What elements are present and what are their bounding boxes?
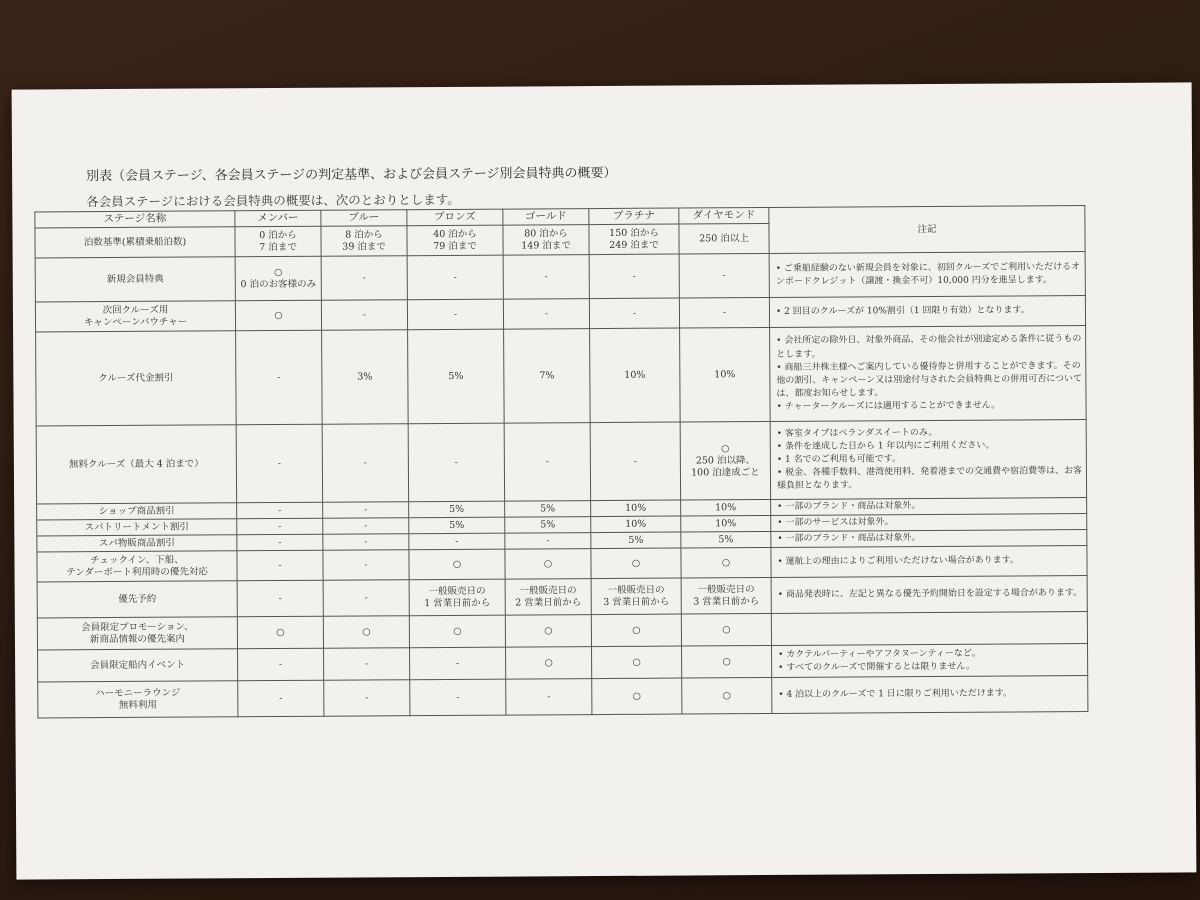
note-item: • 客室タイプはベランダスイートのみ。	[777, 426, 1083, 441]
stage-cell: -	[410, 679, 506, 716]
stage-cell: -	[503, 255, 589, 300]
stage-cell: 5%	[591, 532, 681, 549]
stage-cell: -	[324, 680, 410, 717]
row-label: チェックイン、下船、 テンダーボート利用時の優先対応	[37, 551, 237, 582]
note-item: • 4 泊以上のクルーズで 1 日に限りご利用いただけます。	[778, 687, 1084, 702]
note-item: • 会社所定の除外日、対象外商品、その他会社が別途定める条件に従うものとします。	[776, 334, 1082, 362]
stage-cell: ○	[681, 614, 771, 647]
row-label: 会員限定プロモーション、 新商品情報の優先案内	[37, 617, 237, 650]
note-item: • 運航上の理由によりご利用いただけない場合があります。	[777, 554, 1083, 569]
stage-cell: ○	[235, 300, 321, 331]
stage-cell: -	[679, 254, 769, 299]
stage-bronze: ブロンズ	[407, 209, 503, 226]
notes-cell	[772, 644, 1088, 678]
table-row	[35, 252, 1085, 302]
table-row	[36, 326, 1087, 426]
stage-cell: -	[589, 298, 679, 329]
stage-cell: ○ 0 泊のお客様のみ	[235, 256, 321, 301]
stage-cell: 10%	[680, 328, 771, 423]
criteria-platinum: 150 泊から 249 泊まで	[589, 224, 679, 255]
stage-cell: -	[237, 502, 323, 519]
stage-cell: ○	[323, 616, 409, 649]
stage-cell: ○	[682, 646, 772, 679]
stage-cell: ○	[591, 548, 681, 579]
stage-cell: ○	[681, 548, 771, 579]
note-item: • 2 回目のクルーズが 10%割引（1 回限り有効）となります。	[776, 304, 1082, 319]
notes-cell	[771, 546, 1087, 578]
stage-cell: 10%	[681, 500, 771, 517]
stage-cell: -	[238, 648, 324, 681]
stage-cell: -	[410, 647, 506, 680]
stage-cell: -	[237, 550, 323, 581]
benefits-table	[34, 205, 1088, 719]
stage-cell: ○	[505, 615, 591, 648]
stage-cell: -	[237, 534, 323, 551]
stage-cell: 一般販売日の 1 営業日前から	[409, 579, 505, 616]
stage-cell: -	[321, 256, 407, 301]
notes-cell	[771, 576, 1087, 614]
criteria-diamond: 250 泊以上	[679, 224, 769, 255]
stage-cell: 10%	[591, 516, 681, 533]
stage-cell: -	[236, 424, 322, 503]
note-item: • 1 名でのご利用も可能です。	[777, 452, 1083, 467]
stage-gold: ゴールド	[503, 209, 589, 226]
stage-cell: ○	[592, 678, 682, 715]
criteria-label: 泊数基準(累積乗船泊数)	[35, 227, 235, 258]
notes-cell	[771, 498, 1087, 516]
stage-cell: ○ 250 泊以降、 100 泊達成ごと	[680, 422, 770, 501]
stage-cell: ○	[409, 549, 505, 580]
stage-cell: 5%	[505, 501, 591, 518]
row-label: クルーズ代金割引	[36, 331, 237, 426]
stage-cell: -	[506, 679, 592, 716]
table-body	[35, 252, 1088, 719]
table-row	[36, 420, 1086, 504]
stage-platinum: プラチナ	[589, 208, 679, 225]
stage-member: メンバー	[235, 210, 321, 227]
stage-cell: -	[237, 580, 323, 617]
stage-cell: -	[505, 533, 591, 550]
note-item: • すべてのクルーズで開催するとは限りません。	[778, 660, 1084, 675]
stage-cell: 5%	[408, 329, 505, 424]
stage-cell: 5%	[505, 517, 591, 534]
row-label: 会員限定船内イベント	[38, 649, 238, 682]
note-item: • カクテルパーティーやアフタヌーンティーなど。	[778, 647, 1084, 662]
stage-cell: -	[323, 550, 409, 581]
stage-cell: -	[503, 299, 589, 330]
stage-cell: -	[589, 254, 679, 299]
table-row	[38, 676, 1088, 718]
row-label: 新規会員特典	[35, 257, 235, 302]
stage-cell: -	[407, 255, 503, 300]
criteria-gold: 80 泊から 149 泊まで	[503, 225, 589, 256]
row-label: スパトリートメント割引	[37, 519, 237, 536]
stage-cell: ○	[591, 614, 681, 647]
row-label: 次回クルーズ用 キャンペーンバウチャー	[35, 301, 235, 332]
stage-cell: -	[237, 518, 323, 535]
stage-cell: 一般販売日の 2 営業日前から	[505, 579, 591, 616]
row-label: 優先予約	[37, 581, 237, 618]
row-label: ハーモニーラウンジ 無料利用	[38, 681, 238, 718]
stage-cell: -	[323, 518, 409, 535]
stage-cell: ○	[682, 678, 772, 715]
stage-cell: -	[236, 330, 323, 425]
stage-cell: -	[323, 580, 409, 617]
stage-cell: 5%	[409, 501, 505, 518]
notes-cell	[771, 530, 1087, 548]
notes-cell	[769, 296, 1085, 328]
stage-cell: ○	[505, 549, 591, 580]
note-item: • 商船三井株主様へご案内している優待券と併用することができます。その他の割引、キャンペーン又は別途付与された会員特典との併用可否については、都度お知らせします。	[776, 360, 1082, 401]
stage-cell: 5%	[409, 517, 505, 534]
stage-cell: -	[321, 300, 407, 331]
stage-cell: ○	[409, 615, 505, 648]
note-item: • 条件を達成した日から 1 年以内にご利用ください。	[777, 439, 1083, 454]
stage-cell: 10%	[681, 516, 771, 533]
notes-cell	[771, 612, 1087, 646]
stage-cell: -	[324, 648, 410, 681]
stage-cell: -	[679, 298, 769, 329]
note-item: • チャータークルーズには適用することができません。	[777, 399, 1083, 414]
notes-header: 注記	[769, 206, 1085, 254]
stage-cell: ○	[237, 616, 323, 649]
row-label: 無料クルーズ（最大 4 泊まで）	[36, 425, 236, 504]
stage-cell: 3%	[322, 330, 409, 425]
notes-cell	[770, 420, 1086, 500]
note-item: • 一部のブランド・商品は対象外。	[777, 499, 1083, 514]
stage-cell: 10%	[591, 500, 681, 517]
stage-cell: -	[323, 534, 409, 551]
stage-cell: -	[409, 533, 505, 550]
stage-cell: 5%	[681, 532, 771, 549]
document-subtitle: 各会員ステージにおける会員特典の概要は、次のとおりとします。	[86, 191, 460, 210]
stage-cell: -	[323, 502, 409, 519]
stage-cell: -	[504, 423, 590, 502]
criteria-member: 0 泊から 7 泊まで	[235, 226, 321, 257]
stage-cell: 7%	[504, 329, 591, 424]
stage-cell: -	[407, 299, 503, 330]
notes-cell	[772, 676, 1088, 714]
document-title: 別表（会員ステージ、各会員ステージの判定基準、および会員ステージ別会員特典の概要）	[86, 165, 617, 185]
stage-cell: 一般販売日の 3 営業日前から	[681, 578, 771, 615]
row-label: ショップ商品割引	[37, 503, 237, 520]
notes-cell	[769, 252, 1085, 298]
stage-cell: -	[408, 423, 504, 502]
stage-cell: ○	[506, 647, 592, 680]
note-item: • 一部のブランド・商品は対象外。	[777, 531, 1083, 546]
corner-header: ステージ名称	[35, 211, 235, 228]
stage-cell: -	[238, 680, 324, 717]
stage-cell: 一般販売日の 3 営業日前から	[591, 578, 681, 615]
stage-cell: ○	[592, 646, 682, 679]
paper-sheet	[12, 82, 1197, 879]
row-label: スパ物販商品割引	[37, 535, 237, 552]
note-item: • 税金、各種手数料、港湾使用料、発着港までの交通費や宿泊費等は、お客様負担となります。	[777, 465, 1083, 493]
stage-cell: -	[590, 422, 680, 501]
stage-blue: ブルー	[321, 210, 407, 227]
note-item: • ご乗船経験のない新規会員を対象に、初回クルーズでご利用いただけるオンボードクレジット（譲渡・換金不可）10,000 円分を進呈します。	[776, 261, 1082, 289]
note-item: • 一部のサービスは対象外。	[777, 515, 1083, 530]
note-item: • 商品発表時に、左記と異なる優先予約開始日を設定する場合があります。	[778, 587, 1084, 602]
notes-cell	[771, 514, 1087, 532]
criteria-bronze: 40 泊から 79 泊まで	[407, 225, 503, 256]
stage-cell: -	[322, 424, 408, 503]
stage-diamond: ダイヤモンド	[679, 207, 769, 224]
stage-cell: 10%	[590, 328, 681, 423]
notes-cell	[770, 326, 1087, 422]
criteria-blue: 8 泊から 39 泊まで	[321, 226, 407, 257]
